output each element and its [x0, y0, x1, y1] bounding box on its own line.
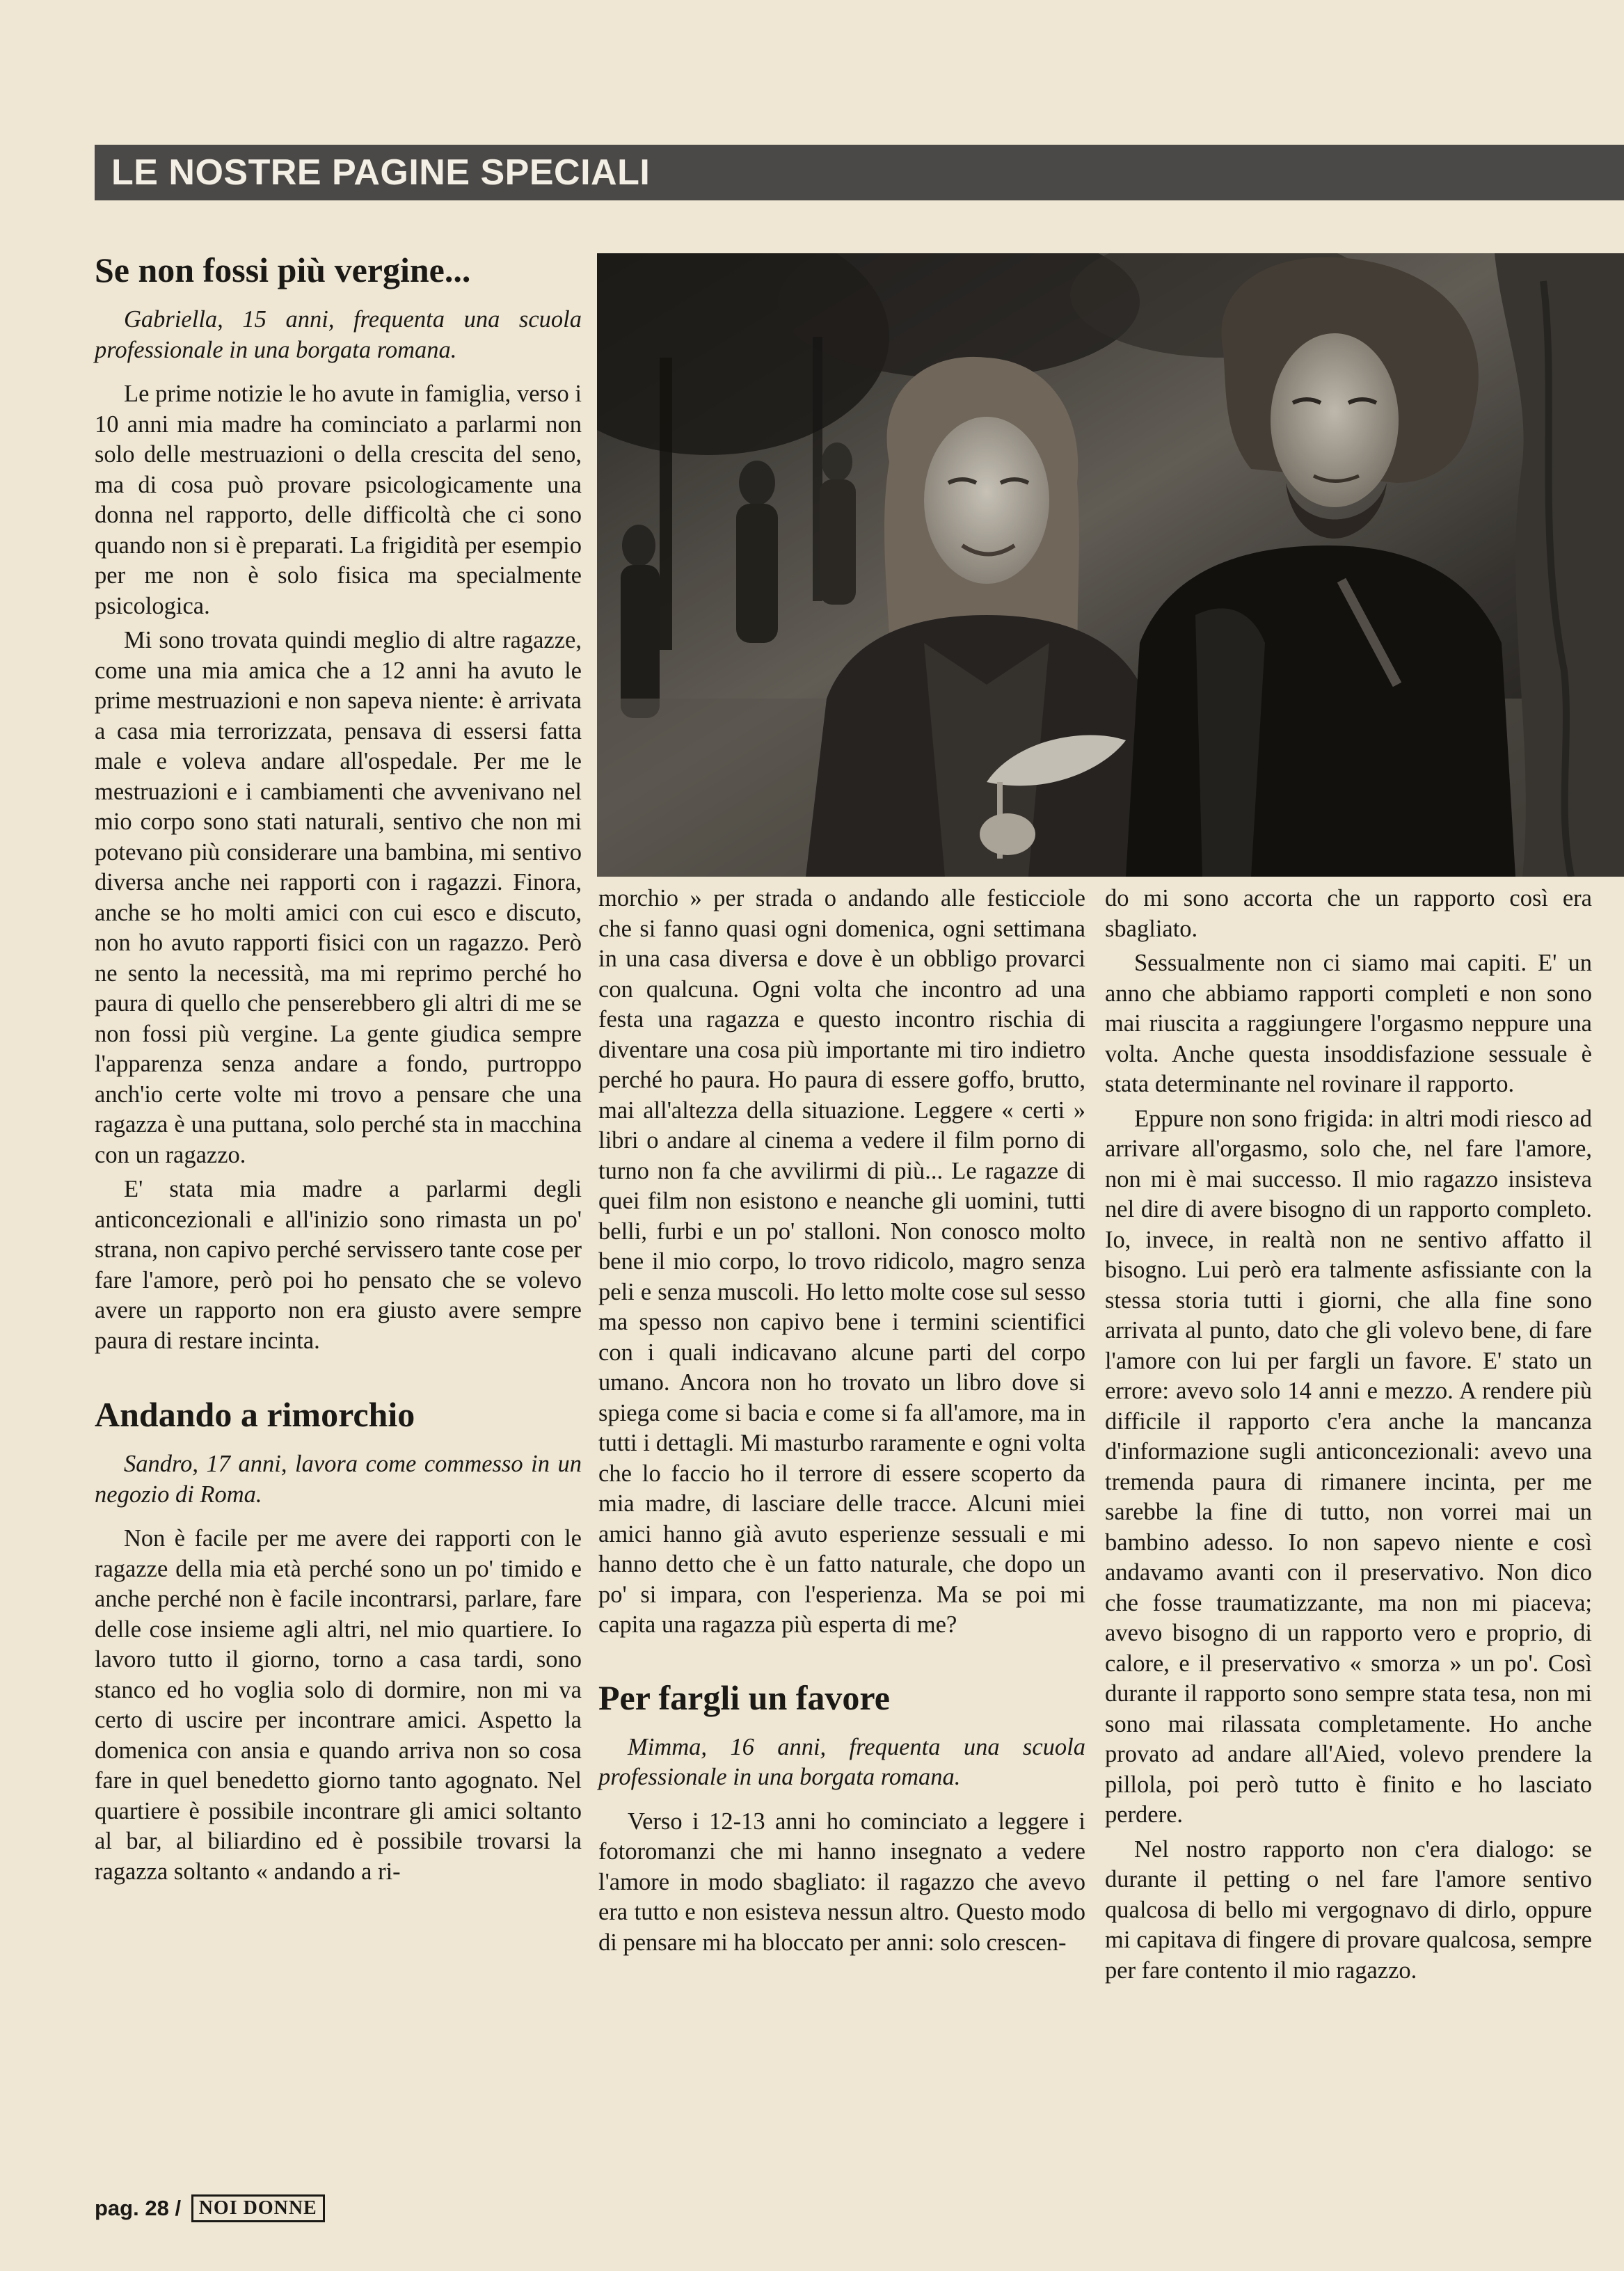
footer-separator: / — [175, 2195, 182, 2220]
article-title-2: Andando a rimorchio — [95, 1395, 415, 1434]
article-intro-1: Gabriella, 15 anni, frequenta una scuola professionale in una borgata romana. — [95, 306, 582, 363]
page-footer — [95, 2192, 325, 2226]
article-photo — [597, 253, 1624, 877]
section-banner-title: LE NOSTRE PAGINE SPECIALI — [111, 152, 651, 193]
couple-photograph — [597, 253, 1624, 877]
article-column-1 — [95, 250, 582, 1887]
article-paragraph: Mi sono trovata quindi meglio di altre ragazze, come una mia amica che a 12 anni ha avuto le prime mestruazioni e non sapeva niente: è arrivata a casa mia terrorizzata, pensava di essersi fatta male e voleva andare all'ospedale. Per me le mestruazioni e i cambiamenti che avvenivano nel mio corpo sono stati naturali, sentivo che non mi potevano più considerare una bambina, mi sentivo diversa anche nei rapporti con i ragazzi. Finora, anche se ho molti amici con cui esco e discuto, non ho avuto rapporti fisici con un ragazzo. Però ne sento la necessità, ma mi reprimo perché ho paura di quello che penserebbero gli altri di me se non fossi più vergine. La gente giudica sempre l'apparenza senza andare a fondo, purtroppo anch'io certe volte mi trovo a pensare che una ragazza è una puttana, solo perché sta in macchina con un ragazzo. — [95, 627, 582, 1168]
magazine-logo: NOI DONNE — [191, 2194, 325, 2222]
page-number: pag. 28 — [95, 2195, 169, 2220]
article-paragraph: E' stata mia madre a parlarmi degli anticoncezionali e all'inizio sono rimasta un po' strana, non capivo perché servissero tante cose per fare l'amore, però poi ho pensato che se volevo avere un rapporto non era giusto avere sempre paura di restare incinta. — [95, 1176, 582, 1354]
article-paragraph-continuation: morchio » per strada o andando alle festicciole che si fanno quasi ogni domenica, ogni settimana in una casa diversa e dove è un obbligo provarci con qualcuna. Ogni volta che incontro ad una festa una ragazza e questo incontro rischia di diventare una cosa più importante mi tiro indietro perché ho paura. Ho paura di essere goffo, brutto, mai all'altezza della situazione. Leggere « certi » libri o andare al cinema a vedere il film porno di turno non fa che avvilirmi di più... Le ragazze di quei film non esistono e neanche gli uomini, tutti belli, furbi e un po' stalloni. Non conosco molto bene il mio corpo, lo trovo ridicolo, magro senza peli e senza muscoli. Ho letto molte cose sul sesso ma spesso non capivo bene i termini scientifici con i quali indicavano alcune parti del corpo umano. Ancora non ho trovato un libro dove si spiega come si bacia e come si fa all'amore, ma in tutti i dettagli. Mi masturbo raramente e ogni volta che lo faccio ho il terrore di essere scoperto da mia madre, di lasciare delle tracce. Alcuni miei amici hanno già avuto esperienze sessuali e mi hanno detto che è un fatto naturale, che dopo un po' si impara, con l'esperienza. Ma se poi mi capita una ragazza più esperta di me? — [598, 885, 1085, 1638]
article-title-3: Per fargli un favore — [598, 1678, 890, 1717]
article-paragraph: Le prime notizie le ho avute in famiglia, verso i 10 anni mia madre ha cominciato a parlarmi non solo delle mestruazioni o della crescita del seno, ma di cosa può provare psicologicamente una donna nel rapporto, delle difficoltà che ci sono quando non si è preparati. La frigidità per esempio per me non è solo fisica ma specialmente psicologica. — [95, 381, 582, 619]
article-paragraph: Verso i 12-13 anni ho cominciato a leggere i fotoromanzi che mi hanno insegnato a vedere l'amore in modo sbagliato: il ragazzo che avevo era tutto e non esisteva nessun altro. Questo modo di pensare mi ha bloccato per anni: solo crescen- — [598, 1808, 1085, 1956]
article-paragraph-continued: Non è facile per me avere dei rapporti con le ragazze della mia età perché sono un po' timido e anche perché non è facile incontrarsi, parlare, fare delle cose insieme agli altri, nel mio quartiere. Io lavoro tutto il giorno, torno a casa tardi, sono stanco ed ho voglia solo di dormire, non mi va certo di uscire per incontrare amici. Aspetto la domenica con ansia e quando arriva non so cosa fare in quel benedetto giorno tanto agognato. Nel quartiere è possibile incontrare gli amici soltanto al bar, al biliardino ed è possibile trovarsi la ragazza soltanto « andando a ri- — [95, 1525, 582, 1885]
article-paragraph: Eppure non sono frigida: in altri modi riesco ad arrivare all'orgasmo, solo che, nel fare l'amore, non mi è mai successo. Il mio ragazzo insisteva nel dire di avere bisogno di un rapporto completo. Io, invece, in realtà non ne sentivo affatto il bisogno. Lui però era talmente asfissiante con la stessa storia tutti i giorni, che alla fine sono arrivata al punto, dato che gli volevo bene, di fare l'amore con lui per fargli un favore. E' stato un errore: avevo solo 14 anni e mezzo. A rendere più difficile il rapporto c'era anche la mancanza d'informazione sugli anticoncezionali: avevo una tremenda paura di rimanere incinta, per me sarebbe la fine di tutto, non vorrei mai un bambino adesso. Io non sapevo niente e così andavamo avanti con il preservativo. Non dico che fosse traumatizzante, ma non mi piaceva; avevo bisogno di un rapporto vero e proprio, di calore, e il preservativo « smorza » un po'. Così durante il rapporto sono sempre stata tesa, non mi sono mai rilassata completamente. Ho anche provato ad andare all'Aied, volevo prendere la pillola, poi però tutto è finito e ho lasciato perdere. — [1105, 1105, 1592, 1828]
article-title-1: Se non fossi più vergine... — [95, 250, 471, 289]
article-intro-2: Sandro, 17 anni, lavora come commesso in un negozio di Roma. — [95, 1451, 582, 1508]
article-column-3 — [1105, 884, 1592, 1986]
article-paragraph: Sessualmente non ci siamo mai capiti. E' un anno che abbiamo rapporti completi e non sono mai riuscita a raggiungere l'orgasmo neppure una volta. Anche questa insoddisfazione sessuale è stata determinante nel rovinare il rapporto. — [1105, 950, 1592, 1097]
article-intro-3: Mimma, 16 anni, frequenta una scuola professionale in una borgata romana. — [598, 1733, 1085, 1790]
section-banner — [95, 145, 1624, 200]
article-column-2 — [598, 884, 1085, 1958]
article-paragraph-continuation: do mi sono accorta che un rapporto così era sbagliato. — [1105, 885, 1592, 942]
article-paragraph: Nel nostro rapporto non c'era dialogo: se durante il petting o nel fare l'amore sentivo qualcosa di bello mi vergognavo di dirlo, oppure mi capitava di fingere di provare qualcosa, sempre per fare contento il mio ragazzo. — [1105, 1835, 1592, 1984]
